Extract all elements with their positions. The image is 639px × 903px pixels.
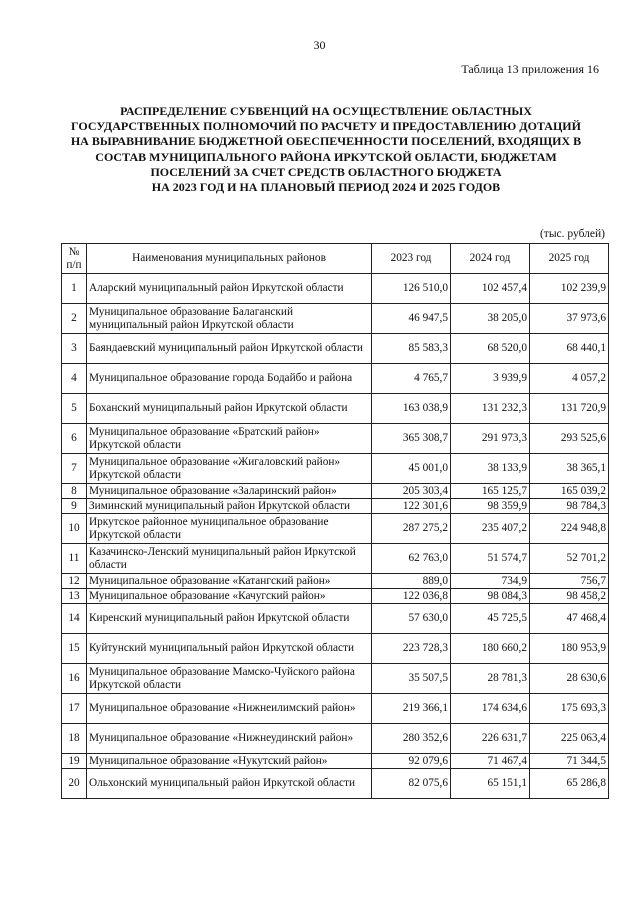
table-row	[62, 424, 609, 454]
value-2023: 223 728,3	[372, 634, 451, 664]
value-2024: 131 232,3	[451, 394, 530, 424]
title-line: ПОСЕЛЕНИЙ ЗА СЧЕТ СРЕДСТВ ОБЛАСТНОГО БЮДЖЕТА	[150, 164, 502, 179]
row-number: 5	[62, 394, 87, 424]
value-2024: 38 133,9	[451, 454, 530, 484]
header-district-name: Наименования муниципальных районов	[87, 244, 372, 274]
value-2024: 65 151,1	[451, 769, 530, 799]
page-number: 30	[313, 38, 326, 52]
value-2025: 52 701,2	[530, 544, 609, 574]
value-2024: 734,9	[451, 574, 530, 589]
table-row	[62, 769, 609, 799]
value-2023: 4 765,7	[372, 364, 451, 394]
value-2025: 165 039,2	[530, 484, 609, 499]
value-2025: 180 953,9	[530, 634, 609, 664]
district-name: Аларский муниципальный район Иркутской области	[87, 274, 372, 304]
title-line: ГОСУДАРСТВЕННЫХ ПОЛНОМОЧИЙ ПО РАСЧЕТУ И ПРЕДОСТАВЛЕНИЮ ДОТАЦИЙ	[71, 119, 581, 134]
row-number: 6	[62, 424, 87, 454]
district-name: Муниципальное образование «Нижнеилимский район»	[87, 694, 372, 724]
value-2025: 65 286,8	[530, 769, 609, 799]
value-2023: 163 038,9	[372, 394, 451, 424]
table-row	[62, 664, 609, 694]
value-2025: 4 057,2	[530, 364, 609, 394]
district-name: Казачинско-Ленский муниципальный район Иркутской области	[87, 544, 372, 574]
header-2023: 2023 год	[372, 244, 451, 274]
table-row	[62, 499, 609, 514]
table-row	[62, 574, 609, 589]
value-2024: 3 939,9	[451, 364, 530, 394]
value-2025: 293 525,6	[530, 424, 609, 454]
value-2023: 126 510,0	[372, 274, 451, 304]
value-2023: 82 075,6	[372, 769, 451, 799]
value-2025: 102 239,9	[530, 274, 609, 304]
table-row	[62, 724, 609, 754]
value-2024: 102 457,4	[451, 274, 530, 304]
row-number: 13	[62, 589, 87, 604]
value-2025: 756,7	[530, 574, 609, 589]
table-row	[62, 514, 609, 544]
title-line: НА ВЫРАВНИВАНИЕ БЮДЖЕТНОЙ ОБЕСПЕЧЕННОСТИ ПОСЕЛЕНИЙ, ВХОДЯЩИХ В	[70, 134, 582, 149]
value-2023: 889,0	[372, 574, 451, 589]
row-number: 17	[62, 694, 87, 724]
table-row	[62, 589, 609, 604]
table-row	[62, 634, 609, 664]
district-name: Зиминский муниципальный район Иркутской области	[87, 499, 372, 514]
value-2024: 28 781,3	[451, 664, 530, 694]
table-row	[62, 274, 609, 304]
value-2023: 122 301,6	[372, 499, 451, 514]
district-name: Куйтунский муниципальный район Иркутской области	[87, 634, 372, 664]
value-2023: 280 352,6	[372, 724, 451, 754]
row-number: 16	[62, 664, 87, 694]
value-2025: 38 365,1	[530, 454, 609, 484]
table-row	[62, 394, 609, 424]
subsidy-table	[61, 243, 609, 799]
row-number: 4	[62, 364, 87, 394]
table-row	[62, 364, 609, 394]
district-name: Муниципальное образование Балаганский муниципальный район Иркутской области	[87, 304, 372, 334]
title-line: НА 2023 ГОД И НА ПЛАНОВЫЙ ПЕРИОД 2024 И 2025 ГОДОВ	[151, 180, 501, 195]
table-row	[62, 454, 609, 484]
district-name: Боханский муниципальный район Иркутской области	[87, 394, 372, 424]
value-2024: 180 660,2	[451, 634, 530, 664]
district-name: Муниципальное образование Мамско-Чуйского района Иркутской области	[87, 664, 372, 694]
title-line: СОСТАВ МУНИЦИПАЛЬНОГО РАЙОНА ИРКУТСКОЙ ОБЛАСТИ, БЮДЖЕТАМ	[95, 149, 557, 164]
value-2025: 224 948,8	[530, 514, 609, 544]
row-number: 3	[62, 334, 87, 364]
value-2023: 122 036,8	[372, 589, 451, 604]
value-2025: 37 973,6	[530, 304, 609, 334]
value-2023: 35 507,5	[372, 664, 451, 694]
row-number: 7	[62, 454, 87, 484]
table-row	[62, 754, 609, 769]
value-2025: 225 063,4	[530, 724, 609, 754]
value-2025: 71 344,5	[530, 754, 609, 769]
value-2023: 45 001,0	[372, 454, 451, 484]
value-2024: 51 574,7	[451, 544, 530, 574]
row-number: 9	[62, 499, 87, 514]
district-name: Иркутское районное муниципальное образование Иркутской области	[87, 514, 372, 544]
header-2024: 2024 год	[451, 244, 530, 274]
value-2023: 205 303,4	[372, 484, 451, 499]
value-2023: 365 308,7	[372, 424, 451, 454]
row-number: 14	[62, 604, 87, 634]
value-2024: 291 973,3	[451, 424, 530, 454]
table-row	[62, 544, 609, 574]
table-header-row	[62, 244, 609, 274]
table-row	[62, 694, 609, 724]
header-number-line2: п/п	[66, 258, 82, 271]
value-2025: 175 693,3	[530, 694, 609, 724]
table-reference: Таблица 13 приложения 16	[461, 62, 599, 76]
units-label: (тыс. рублей)	[539, 228, 605, 240]
district-name: Муниципальное образование «Нукутский район»	[87, 754, 372, 769]
row-number: 19	[62, 754, 87, 769]
header-number-line1: №	[68, 245, 80, 258]
value-2023: 62 763,0	[372, 544, 451, 574]
row-number: 1	[62, 274, 87, 304]
value-2024: 45 725,5	[451, 604, 530, 634]
header-2025: 2025 год	[530, 244, 609, 274]
district-name: Муниципальное образование «Качугский район»	[87, 589, 372, 604]
row-number: 8	[62, 484, 87, 499]
value-2025: 98 458,2	[530, 589, 609, 604]
value-2023: 92 079,6	[372, 754, 451, 769]
district-name: Баяндаевский муниципальный район Иркутской области	[87, 334, 372, 364]
value-2024: 71 467,4	[451, 754, 530, 769]
value-2024: 38 205,0	[451, 304, 530, 334]
row-number: 11	[62, 544, 87, 574]
row-number: 12	[62, 574, 87, 589]
value-2023: 219 366,1	[372, 694, 451, 724]
title-line: РАСПРЕДЕЛЕНИЕ СУБВЕНЦИЙ НА ОСУЩЕСТВЛЕНИЕ ОБЛАСТНЫХ	[120, 104, 532, 118]
district-name: Муниципальное образование «Нижнеудинский район»	[87, 724, 372, 754]
value-2024: 174 634,6	[451, 694, 530, 724]
table-row	[62, 484, 609, 499]
row-number: 10	[62, 514, 87, 544]
value-2025: 47 468,4	[530, 604, 609, 634]
value-2024: 165 125,7	[451, 484, 530, 499]
table-row	[62, 604, 609, 634]
value-2023: 85 583,3	[372, 334, 451, 364]
value-2025: 68 440,1	[530, 334, 609, 364]
value-2025: 98 784,3	[530, 499, 609, 514]
district-name: Муниципальное образование «Заларинский район»	[87, 484, 372, 499]
table-row	[62, 304, 609, 334]
value-2025: 131 720,9	[530, 394, 609, 424]
value-2023: 57 630,0	[372, 604, 451, 634]
district-name: Киренский муниципальный район Иркутской области	[87, 604, 372, 634]
row-number: 2	[62, 304, 87, 334]
table-body	[62, 274, 609, 799]
district-name: Муниципальное образование «Братский район» Иркутской области	[87, 424, 372, 454]
value-2025: 28 630,6	[530, 664, 609, 694]
value-2023: 287 275,2	[372, 514, 451, 544]
value-2024: 98 084,3	[451, 589, 530, 604]
value-2024: 235 407,2	[451, 514, 530, 544]
district-name: Муниципальное образование «Жигаловский район» Иркутской области	[87, 454, 372, 484]
value-2024: 68 520,0	[451, 334, 530, 364]
table-row	[62, 334, 609, 364]
value-2024: 98 359,9	[451, 499, 530, 514]
district-name: Муниципальное образование «Катангский район»	[87, 574, 372, 589]
row-number: 20	[62, 769, 87, 799]
document-title	[50, 104, 602, 195]
value-2023: 46 947,5	[372, 304, 451, 334]
value-2024: 226 631,7	[451, 724, 530, 754]
row-number: 18	[62, 724, 87, 754]
district-name: Муниципальное образование города Бодайбо и района	[87, 364, 372, 394]
district-name: Ольхонский муниципальный район Иркутской области	[87, 769, 372, 799]
row-number: 15	[62, 634, 87, 664]
header-number	[62, 244, 87, 274]
